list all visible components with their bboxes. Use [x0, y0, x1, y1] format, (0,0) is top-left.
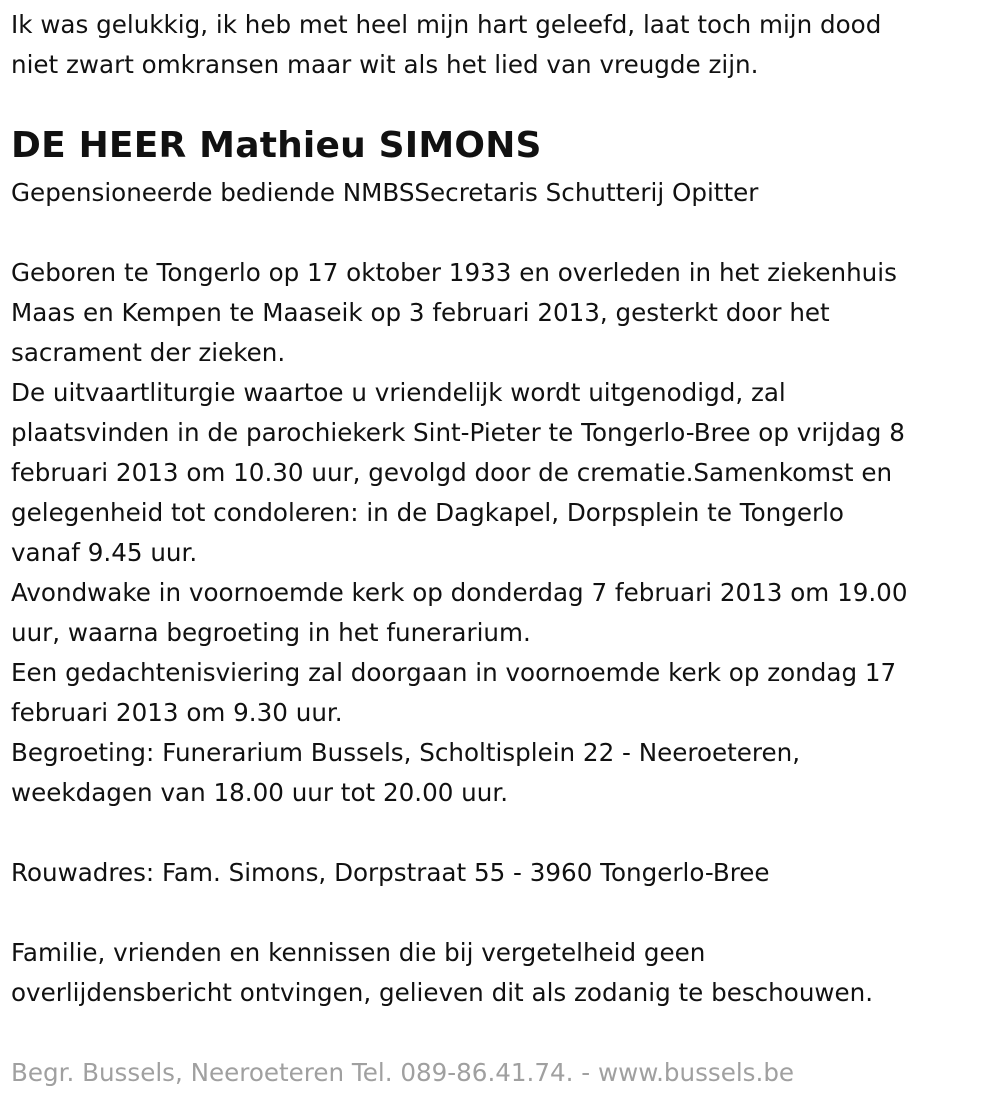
quote-line: Ik was gelukkig, ik heb met heel mijn hart geleefd, laat toch mijn dood [11, 10, 882, 39]
body-line: plaatsvinden in de parochiekerk Sint-Pieter te Tongerlo-Bree op vrijdag 8 [11, 418, 905, 447]
body-line: februari 2013 om 9.30 uur. [11, 698, 343, 727]
mourning-address: Rouwadres: Fam. Simons, Dorpstraat 55 - 3960 Tongerlo-Bree [11, 858, 770, 887]
funeral-home-footer: Begr. Bussels, Neeroeteren Tel. 089-86.41.74. - www.bussels.be [11, 1058, 795, 1087]
deceased-subtitle: Gepensioneerde bediende NMBSSecretaris Schutterij Opitter [11, 178, 759, 207]
notice-body [11, 253, 907, 813]
body-line: sacrament der zieken. [11, 338, 286, 367]
body-line: Een gedachtenisviering zal doorgaan in voornoemde kerk op zondag 17 [11, 658, 897, 687]
body-line: Geboren te Tongerlo op 17 oktober 1933 en overleden in het ziekenhuis [11, 258, 897, 287]
body-line: februari 2013 om 10.30 uur, gevolgd door de crematie.Samenkomst en [11, 458, 893, 487]
family-notice-line: overlijdensbericht ontvingen, gelieven dit als zodanig te beschouwen. [11, 978, 874, 1007]
opening-quote [11, 5, 881, 85]
quote-line: niet zwart omkransen maar wit als het lied van vreugde zijn. [11, 50, 759, 79]
body-line: uur, waarna begroeting in het funerarium. [11, 618, 531, 647]
body-line: gelegenheid tot condoleren: in de Dagkapel, Dorpsplein te Tongerlo [11, 498, 844, 527]
family-notice [11, 933, 873, 1013]
body-line: weekdagen van 18.00 uur tot 20.00 uur. [11, 778, 509, 807]
body-line: Maas en Kempen te Maaseik op 3 februari 2013, gesterkt door het [11, 298, 830, 327]
family-notice-line: Familie, vrienden en kennissen die bij vergetelheid geen [11, 938, 706, 967]
body-line: Avondwake in voornoemde kerk op donderdag 7 februari 2013 om 19.00 [11, 578, 908, 607]
body-line: vanaf 9.45 uur. [11, 538, 198, 567]
body-line: De uitvaartliturgie waartoe u vriendelijk wordt uitgenodigd, zal [11, 378, 786, 407]
deceased-name: DE HEER Mathieu SIMONS [11, 125, 542, 166]
body-line: Begroeting: Funerarium Bussels, Scholtisplein 22 - Neeroeteren, [11, 738, 801, 767]
